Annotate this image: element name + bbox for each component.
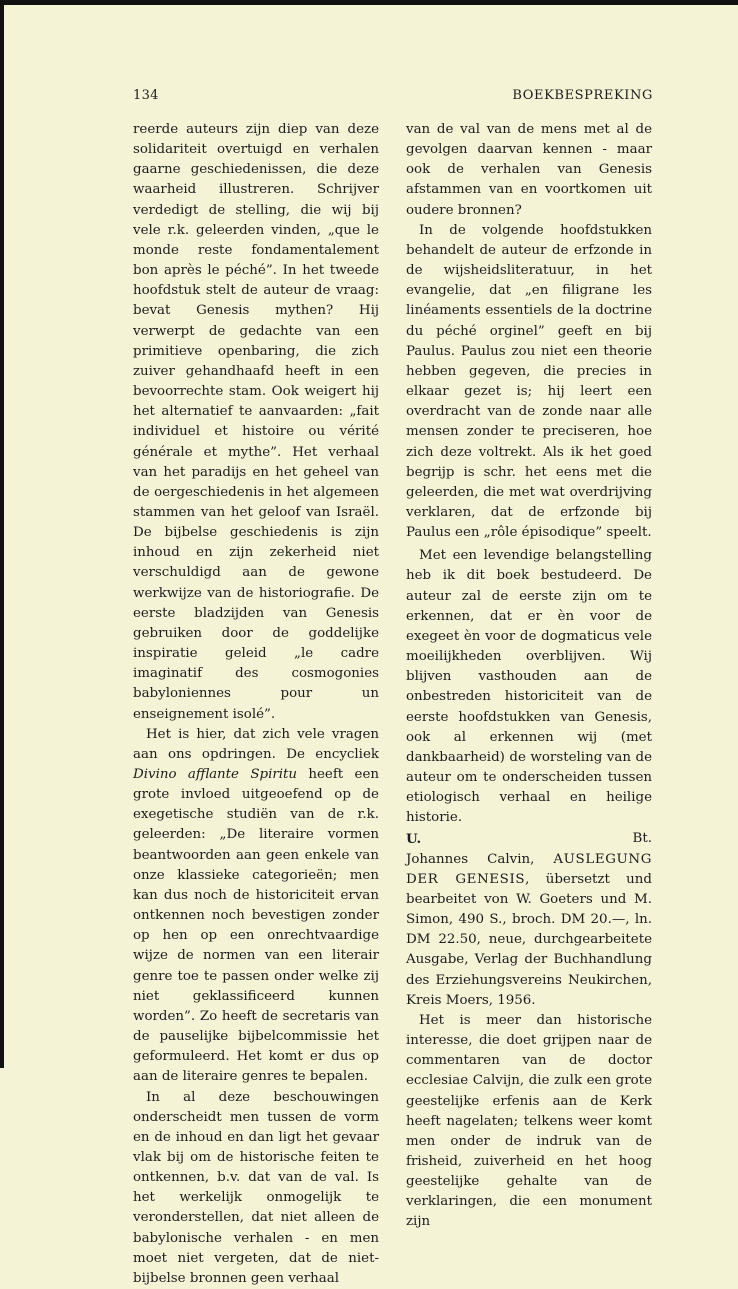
right-paragraph-3: Met een levendige belangstelling heb ik dit boek bestudeerd. De auteur zal de eerste zijn om te erkennen, dat er èn voor de exegeet èn voor de dogmaticus vele moeilijkheden overblijven. Wij blijven vasthouden aan de onbestreden historiciteit van de eerste hoofdstukken van Genesis, ook al erkennen wij (met dankbaarheid) de worsteling van de auteur om te onderscheiden tussen etiologisch verhaal en heilige historie. <box>406 546 652 828</box>
reviewer-signature <box>406 829 652 849</box>
encyclical-text: heeft een grote invloed uitgeoefend op de exegetische studiën van de r.k. geleerden: „De literaire vormen beantwoorden aan geen enkele van onze klassieke categorieën; men kan dus noch de historiciteit ervan ontkennen noch bevestigen zonder op hen op een onrechtvaardige wijze de normen van een literair genre toe te passen onder welke zij niet geklassificeerd kunnen worden”. Zo heeft de secretaris van de pauselijke bijbelcommissie het geformuleerd. Het komt er dus op aan de literaire genres te bepalen. <box>133 767 379 1084</box>
page-number: 134 <box>133 88 159 103</box>
encyclical-intro: Het is hier, dat zich vele vragen aan ons opdringen. De encycliek <box>133 727 379 762</box>
right-paragraph-1: van de val van de mens met al de gevolgen daarvan kennen - maar ook de verhalen van Genesis afstammen van en voortkomen uit oudere bronnen? <box>406 120 652 221</box>
left-column <box>133 120 379 1289</box>
signature-initial-left: U. <box>406 829 421 849</box>
right-column <box>406 120 652 1233</box>
bibliographic-entry <box>406 850 652 1011</box>
scan-border-top <box>0 0 738 5</box>
left-paragraph-2 <box>133 725 379 1088</box>
signature-initial-right: Bt. <box>633 829 652 849</box>
bib-author: Johannes Calvin, <box>406 852 553 867</box>
right-paragraph-4: Het is meer dan historische interesse, die doet grijpen naar de commentaren van de doctor ecclesiae Calvijn, die zulk een grote geestelijke erfenis aan de Kerk heeft nagelaten; telkens weer komt men onder de indruk van de frisheid, zuiverheid en het hoog geestelijke gehalte van de verklaringen, die een monument zijn <box>406 1011 652 1233</box>
bib-details: , übersetzt und bearbeitet von W. Goeters und M. Simon, 490 S., broch. DM 20.—, ln. DM 22.50, neue, durchgearbeitete Ausgabe, Verlag der Buchhandlung des Erziehungsvereins Neukirchen, Kreis Moers, 1956. <box>406 872 652 1008</box>
right-paragraph-2: In de volgende hoofdstukken behandelt de auteur de erfzonde in de wijsheidsliteratuur, in het evangelie, dat „en filigrane les linéaments essentiels de la doctrine du péché orginel” geeft en bij Paulus. Paulus zou niet een theorie hebben gegeven, die precies in elkaar gezet is; hij leert een overdracht van de zonde naar alle mensen zonder te preciseren, hoe zich deze voltrekt. Als ik het goed begrijp is schr. het eens met die geleerden, die met wat overdrijving verklaren, dat de erfzonde bij Paulus een „rôle épisodique” speelt. <box>406 221 652 544</box>
left-paragraph-3: In al deze beschouwingen onderscheidt men tussen de vorm en de inhoud en dan ligt het gevaar vlak bij om de historische feiten te ontkennen, b.v. dat van de val. Is het werkelijk onmogelijk te veronderstellen, dat niet alleen de babylonische verhalen - en men moet niet vergeten, dat de niet-bijbelse bronnen geen verhaal <box>133 1088 379 1289</box>
running-head: BOEKBESPREKING <box>512 88 653 103</box>
page-header <box>133 88 653 110</box>
bib-title: AUSLEGUNG DER GENESIS <box>406 852 652 887</box>
left-paragraph-1: reerde auteurs zijn diep van deze solidariteit overtuigd en verhalen gaarne geschiedenissen, die deze waarheid illustreren. Schrijver verdedigt de stelling, die wij bij vele r.k. geleerden vinden, „que le monde reste fondamentalement bon après le péché”. In het tweede hoofdstuk stelt de auteur de vraag: bevat Genesis mythen? Hij verwerpt de gedachte van een primitieve openbaring, die zich zuiver gehandhaafd heeft in een bevoorrechte stam. Ook weigert hij het alternatief te aanvaarden: „fait individuel et histoire ou vérité générale et mythe”. Het verhaal van het paradijs en het geheel van de oergeschiedenis in het algemeen stammen van het geloof van Israël. De bijbelse geschiedenis is zijn inhoud en zijn zekerheid niet verschuldigd aan de gewone werkwijze van de historiografie. De eerste bladzijden van Genesis gebruiken door de goddelijke inspiratie geleid „le cadre imaginatif des cosmogonies babyloniennes pour un enseignement isolé”. <box>133 120 379 725</box>
scan-border-left <box>0 0 4 1068</box>
encyclical-title: Divino afflante Spiritu <box>133 767 297 782</box>
